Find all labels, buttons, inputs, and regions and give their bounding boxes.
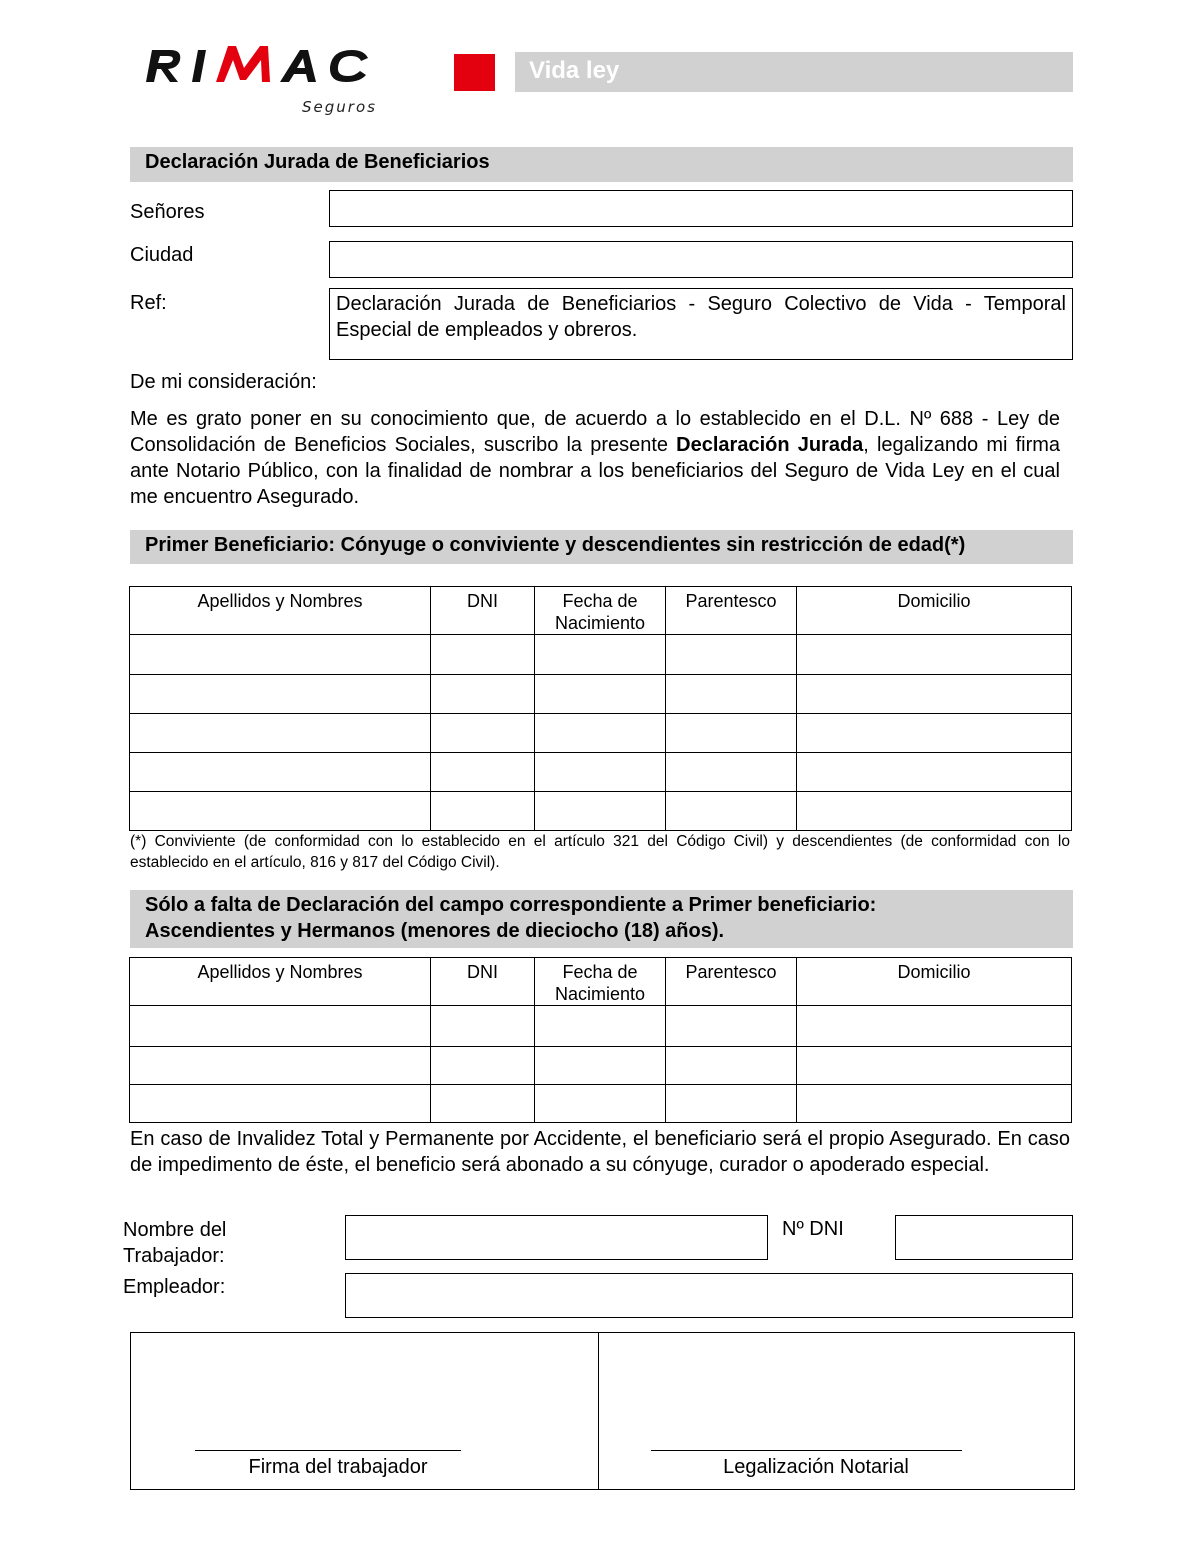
col-header-domicilio: Domicilio [797, 587, 1072, 635]
cell-nombres[interactable] [130, 1006, 431, 1047]
col-header-dni: DNI [431, 587, 535, 635]
letter-paragraph-bold: Declaración Jurada [676, 434, 864, 456]
ascendientes-table [129, 957, 1072, 1123]
cell-parentesco[interactable] [666, 1085, 797, 1123]
empleador-field[interactable] [345, 1273, 1073, 1318]
cell-parentesco[interactable] [666, 792, 797, 831]
cell-fecha[interactable] [535, 675, 666, 714]
ciudad-label: Ciudad [130, 244, 194, 266]
cell-parentesco[interactable] [666, 714, 797, 753]
cell-dni[interactable] [431, 635, 535, 675]
col-header-fecha [535, 587, 666, 635]
nombre-trabajador-label-line2: Trabajador: [123, 1245, 225, 1267]
table-row [130, 1047, 1072, 1085]
col-header-fecha-line1: Fecha de [562, 591, 638, 611]
table-row [130, 753, 1072, 792]
cell-dni[interactable] [431, 1047, 535, 1085]
senores-label: Señores [130, 201, 205, 223]
cell-parentesco[interactable] [666, 635, 797, 675]
logo-subtitle: Seguros [302, 98, 377, 116]
cell-domicilio[interactable] [797, 635, 1072, 675]
nombre-trabajador-label [123, 1217, 226, 1269]
col-header-fecha-line1: Fecha de [562, 962, 638, 982]
table-row [130, 1006, 1072, 1047]
col-header-fecha-line2: Nacimiento [554, 613, 646, 633]
cell-fecha[interactable] [535, 753, 666, 792]
signature-box-trabajador [130, 1332, 600, 1490]
cell-nombres[interactable] [130, 1047, 431, 1085]
table-row [130, 792, 1072, 831]
table-header-row [130, 958, 1072, 1006]
cell-domicilio[interactable] [797, 753, 1072, 792]
cell-nombres[interactable] [130, 714, 431, 753]
cell-dni[interactable] [431, 792, 535, 831]
empleador-label: Empleador: [123, 1276, 226, 1298]
col-header-parentesco: Parentesco [666, 587, 797, 635]
table-row [130, 714, 1072, 753]
table-row [130, 675, 1072, 714]
dni-label: Nº DNI [782, 1218, 844, 1240]
senores-field[interactable] [329, 190, 1073, 227]
cell-nombres[interactable] [130, 753, 431, 792]
cell-nombres[interactable] [130, 1085, 431, 1123]
logo [140, 38, 385, 123]
nombre-trabajador-field[interactable] [345, 1215, 768, 1260]
cell-parentesco[interactable] [666, 1047, 797, 1085]
ref-field: Declaración Jurada de Beneficiarios - Seguro Colectivo de Vida - Temporal Especial de empleados y obreros. [329, 288, 1073, 360]
cell-fecha[interactable] [535, 792, 666, 831]
cell-domicilio[interactable] [797, 1006, 1072, 1047]
letter-paragraph-part1: Me es grato poner en su conocimiento que, de acuerdo a lo establecido en el D.L. Nº 688 - Ley de Consolidación de Beneficios Sociales, suscribo la presente [130, 408, 1060, 456]
greeting: De mi consideración: [130, 371, 317, 393]
signature-line-trabajador [195, 1450, 461, 1451]
cell-dni[interactable] [431, 1085, 535, 1123]
nombre-trabajador-label-line1: Nombre del [123, 1219, 227, 1241]
cell-domicilio[interactable] [797, 714, 1072, 753]
cell-domicilio[interactable] [797, 1085, 1072, 1123]
col-header-dni: DNI [431, 958, 535, 1006]
cell-fecha[interactable] [535, 1047, 666, 1085]
section-primer-beneficiario-title: Primer Beneficiario: Cónyuge o conviviente y descendientes sin restricción de edad(*) [130, 530, 1073, 564]
cell-parentesco[interactable] [666, 1006, 797, 1047]
cell-domicilio[interactable] [797, 792, 1072, 831]
cell-fecha[interactable] [535, 714, 666, 753]
ciudad-field[interactable] [329, 241, 1073, 278]
cell-dni[interactable] [431, 675, 535, 714]
primer-beneficiario-table [129, 586, 1072, 831]
col-header-fecha-line2: Nacimiento [554, 984, 646, 1004]
cell-parentesco[interactable] [666, 675, 797, 714]
ref-label: Ref: [130, 292, 167, 314]
legalizacion-notarial-label: Legalización Notarial [723, 1456, 909, 1478]
section-ascendientes-title-line2: Ascendientes y Hermanos (menores de dieciocho (18) años). [145, 920, 725, 942]
col-header-domicilio: Domicilio [797, 958, 1072, 1006]
signature-line-notarial [651, 1450, 962, 1451]
table-row [130, 635, 1072, 675]
footnote: (*) Conviviente (de conformidad con lo establecido en el artículo 321 del Código Civil) y descendientes (de conformidad con lo establecido en el artículo, 816 y 817 del Código Civil). [130, 833, 1070, 871]
section-declaracion-title: Declaración Jurada de Beneficiarios [130, 147, 1073, 182]
brand-red-square [454, 54, 495, 91]
cell-domicilio[interactable] [797, 675, 1072, 714]
cell-dni[interactable] [431, 1006, 535, 1047]
col-header-nombres: Apellidos y Nombres [130, 958, 431, 1006]
cell-fecha[interactable] [535, 1006, 666, 1047]
cell-fecha[interactable] [535, 635, 666, 675]
signature-box-notarial[interactable] [598, 1332, 1075, 1490]
cell-domicilio[interactable] [797, 1047, 1072, 1085]
product-title-bar [515, 52, 1073, 92]
dni-field[interactable] [895, 1215, 1073, 1260]
cell-parentesco[interactable] [666, 753, 797, 792]
section-ascendientes-title-line1: Sólo a falta de Declaración del campo correspondiente a Primer beneficiario: [145, 894, 877, 916]
firma-trabajador-label: Firma del trabajador [248, 1456, 428, 1478]
table-header-row [130, 587, 1072, 635]
product-title: Vida ley [529, 57, 620, 84]
cell-dni[interactable] [431, 753, 535, 792]
letter-paragraph [130, 406, 1060, 510]
col-header-parentesco: Parentesco [666, 958, 797, 1006]
invalidez-paragraph: En caso de Invalidez Total y Permanente por Accidente, el beneficiario será el propio Asegurado. En caso de impedimento de éste, el beneficio será abonado a su cónyuge, curador o apoderado especial. [130, 1128, 1070, 1176]
col-header-fecha [535, 958, 666, 1006]
cell-fecha[interactable] [535, 1085, 666, 1123]
cell-dni[interactable] [431, 714, 535, 753]
cell-nombres[interactable] [130, 675, 431, 714]
cell-nombres[interactable] [130, 635, 431, 675]
logo-wordmark [140, 38, 385, 98]
table-row [130, 1085, 1072, 1123]
col-header-nombres: Apellidos y Nombres [130, 587, 431, 635]
cell-nombres[interactable] [130, 792, 431, 831]
letter-paragraph-part2: , legalizando mi firma ante Notario Público, con la finalidad de nombrar a los beneficiarios del Seguro de Vida Ley en el cual me encuentro Asegurado. [130, 434, 1061, 508]
section-ascendientes-title [130, 890, 1073, 948]
